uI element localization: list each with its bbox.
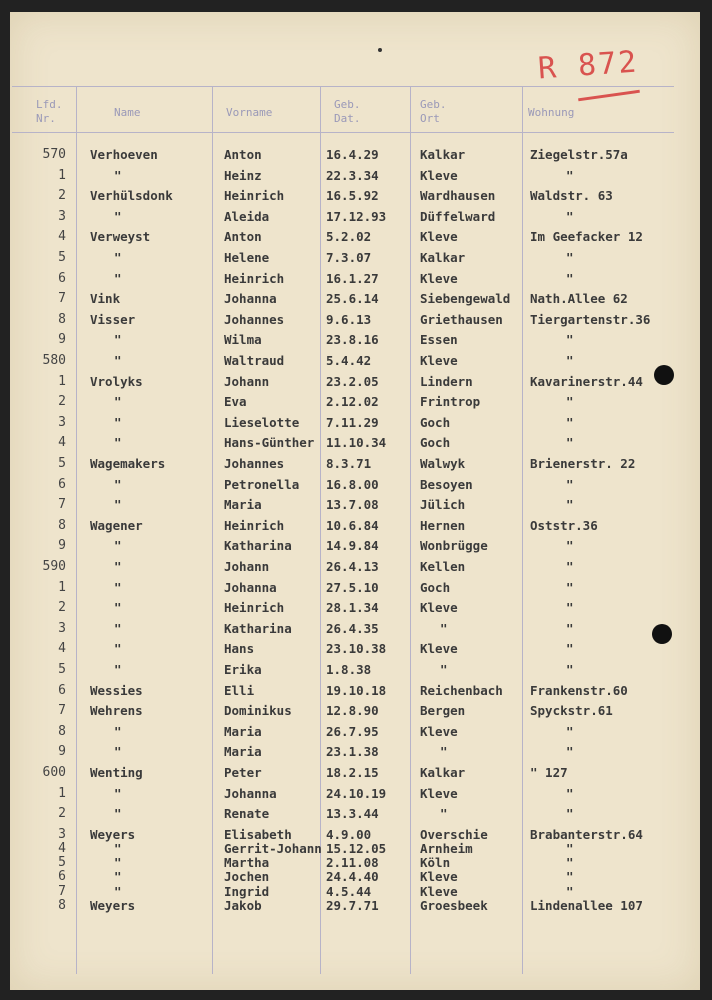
header-lfd-nr: Lfd. Nr. [36, 98, 63, 125]
surname-cell: " [114, 270, 122, 286]
birth-place-cell: Kalkar [420, 765, 466, 780]
surname-cell: Wagener [90, 517, 143, 533]
row-number: 7 [58, 883, 66, 899]
ink-dot [378, 48, 382, 52]
header-name: Name [114, 106, 141, 119]
row-number: 9 [58, 744, 66, 760]
document-number-underline [578, 90, 640, 102]
first-name-cell: Helene [224, 250, 270, 265]
surname-cell: " [114, 435, 122, 451]
surname-cell: " [114, 414, 122, 430]
birth-place-cell: Griethausen [420, 311, 503, 327]
birth-date-cell: 11.10.34 [326, 435, 387, 451]
birth-place-cell: Köln [420, 855, 451, 871]
first-name-cell: Erika [224, 662, 262, 677]
address-cell: Lindenallee 107 [530, 897, 643, 913]
birth-date-cell: 26.7.95 [326, 723, 379, 739]
address-cell: " [566, 855, 574, 871]
address-cell: Ziegelstr.57a [530, 147, 628, 162]
row-number: 4 [58, 841, 66, 856]
surname-cell: Vrolyks [90, 373, 143, 389]
first-name-cell: Peter [224, 765, 262, 780]
birth-date-cell: 10.6.84 [326, 517, 379, 533]
address-cell: Waldstr. 63 [530, 188, 613, 204]
birth-place-cell: Wonbrügge [420, 538, 488, 554]
birth-place-cell: Kalkar [420, 147, 466, 162]
first-name-cell: Aleida [224, 208, 270, 224]
surname-cell: " [114, 855, 122, 871]
surname-cell: " [114, 559, 122, 574]
address-cell: " [566, 723, 574, 739]
birth-date-cell: 16.1.27 [326, 270, 379, 286]
birth-date-cell: 17.12.93 [326, 208, 387, 224]
birth-date-cell: 13.7.08 [326, 497, 379, 513]
first-name-cell: Petronella [224, 476, 300, 492]
first-name-cell: Eva [224, 394, 247, 410]
row-number: 590 [42, 559, 66, 574]
first-name-cell: Hans-Günther [224, 435, 315, 451]
birth-date-cell: 16.8.00 [326, 476, 379, 492]
address-cell: " [566, 497, 574, 513]
first-name-cell: Anton [224, 229, 262, 245]
first-name-cell: Johann [224, 373, 270, 389]
row-number: 7 [58, 497, 66, 513]
birth-date-cell: 8.3.71 [326, 456, 372, 471]
address-cell: " [566, 579, 574, 595]
first-name-cell: Martha [224, 855, 270, 871]
address-cell: " [566, 270, 574, 286]
birth-date-cell: 1.8.38 [326, 662, 372, 677]
birth-place-cell: Goch [420, 579, 451, 595]
row-number: 4 [58, 435, 66, 451]
surname-cell: " [114, 869, 122, 885]
birth-date-cell: 19.10.18 [326, 682, 387, 698]
row-number: 5 [58, 456, 66, 471]
surname-cell: " [114, 476, 122, 492]
column-divider [410, 86, 411, 974]
surname-cell: " [114, 600, 122, 616]
birth-place-cell: " [440, 806, 448, 822]
surname-cell: " [114, 641, 122, 657]
address-cell: " [566, 883, 574, 899]
first-name-cell: Heinz [224, 167, 262, 183]
row-number: 3 [58, 826, 66, 842]
surname-cell: Wagemakers [90, 456, 166, 471]
first-name-cell: Katharina [224, 538, 292, 554]
first-name-cell: Maria [224, 744, 262, 760]
row-number: 2 [58, 188, 66, 204]
surname-cell: " [114, 723, 122, 739]
row-number: 6 [58, 270, 66, 286]
first-name-cell: Heinrich [224, 188, 285, 204]
first-name-cell: Heinrich [224, 517, 285, 533]
row-number: 2 [58, 806, 66, 822]
birth-place-cell: Essen [420, 332, 458, 348]
first-name-cell: Renate [224, 806, 270, 822]
header-bottom-rule [12, 132, 674, 133]
address-cell: " [566, 744, 574, 760]
row-number: 1 [58, 785, 66, 801]
birth-place-cell: Kleve [420, 785, 458, 801]
first-name-cell: Ingrid [224, 883, 270, 899]
row-number: 5 [58, 250, 66, 265]
row-number: 6 [58, 476, 66, 492]
birth-place-cell: Kleve [420, 167, 458, 183]
birth-place-cell: " [440, 744, 448, 760]
birth-date-cell: 16.5.92 [326, 188, 379, 204]
birth-place-cell: Goch [420, 414, 451, 430]
surname-cell: Wehrens [90, 703, 143, 719]
surname-cell: " [114, 167, 122, 183]
document-number: R 872 [536, 44, 640, 87]
birth-date-cell: 12.8.90 [326, 703, 379, 719]
address-cell: " [566, 620, 574, 636]
birth-place-cell: " [440, 620, 448, 636]
first-name-cell: Johanna [224, 291, 277, 307]
row-number: 6 [58, 869, 66, 885]
birth-place-cell: Bergen [420, 703, 466, 719]
document-page [10, 12, 700, 990]
first-name-cell: Hans [224, 641, 255, 657]
surname-cell: Verweyst [90, 229, 151, 245]
address-cell: " [566, 600, 574, 616]
first-name-cell: Johannes [224, 456, 285, 471]
first-name-cell: Johanna [224, 785, 277, 801]
birth-date-cell: 16.4.29 [326, 147, 379, 162]
row-number: 4 [58, 641, 66, 657]
row-number: 3 [58, 620, 66, 636]
address-cell: " [566, 394, 574, 410]
birth-date-cell: 23.8.16 [326, 332, 379, 348]
surname-cell: Weyers [90, 826, 136, 842]
surname-cell: Verhülsdonk [90, 188, 173, 204]
address-cell: " [566, 332, 574, 348]
row-number: 9 [58, 332, 66, 348]
surname-cell: " [114, 250, 122, 265]
birth-date-cell: 4.5.44 [326, 883, 372, 899]
row-number: 3 [58, 414, 66, 430]
birth-date-cell: 4.9.00 [326, 826, 372, 842]
first-name-cell: Maria [224, 497, 262, 513]
header-top-rule [12, 86, 674, 87]
address-cell: Oststr.36 [530, 517, 598, 533]
birth-date-cell: 22.3.34 [326, 167, 379, 183]
first-name-cell: Katharina [224, 620, 292, 636]
birth-place-cell: Lindern [420, 373, 473, 389]
first-name-cell: Jochen [224, 869, 270, 885]
row-number: 1 [58, 373, 66, 389]
punch-hole [652, 624, 672, 644]
address-cell: Kavarinerstr.44 [530, 373, 643, 389]
birth-place-cell: Kalkar [420, 250, 466, 265]
birth-place-cell: Kleve [420, 723, 458, 739]
birth-place-cell: Siebengewald [420, 291, 511, 307]
surname-cell: " [114, 332, 122, 348]
birth-date-cell: 24.10.19 [326, 785, 387, 801]
surname-cell: " [114, 841, 122, 856]
birth-place-cell: " [440, 662, 448, 677]
first-name-cell: Johann [224, 559, 270, 574]
address-cell: " [566, 250, 574, 265]
surname-cell: " [114, 394, 122, 410]
row-number: 580 [42, 353, 66, 368]
address-cell: Brienerstr. 22 [530, 456, 636, 471]
address-cell: Brabanterstr.64 [530, 826, 643, 842]
surname-cell: Wenting [90, 765, 143, 780]
birth-date-cell: 13.3.44 [326, 806, 379, 822]
first-name-cell: Elli [224, 682, 255, 698]
column-divider [212, 86, 213, 974]
row-number: 7 [58, 291, 66, 307]
surname-cell: " [114, 208, 122, 224]
punch-hole [654, 365, 674, 385]
address-cell: " [566, 662, 574, 677]
birth-place-cell: Kleve [420, 229, 458, 245]
birth-place-cell: Kleve [420, 869, 458, 885]
first-name-cell: Jakob [224, 897, 262, 913]
row-number: 3 [58, 208, 66, 224]
address-cell: " [566, 538, 574, 554]
header-wohnung: Wohnung [528, 106, 575, 119]
surname-cell: " [114, 620, 122, 636]
address-cell: " [566, 435, 574, 451]
birth-date-cell: 24.4.40 [326, 869, 379, 885]
birth-place-cell: Groesbeek [420, 897, 488, 913]
header-geb-ort: Geb. Ort [420, 98, 447, 125]
birth-place-cell: Reichenbach [420, 682, 503, 698]
row-number: 5 [58, 855, 66, 871]
birth-place-cell: Jülich [420, 497, 466, 513]
birth-date-cell: 7.3.07 [326, 250, 372, 265]
birth-place-cell: Arnheim [420, 841, 473, 856]
address-cell: " [566, 869, 574, 885]
address-cell: " [566, 806, 574, 822]
first-name-cell: Dominikus [224, 703, 292, 719]
surname-cell: " [114, 883, 122, 899]
first-name-cell: Maria [224, 723, 262, 739]
birth-date-cell: 27.5.10 [326, 579, 379, 595]
address-cell: " [566, 785, 574, 801]
surname-cell: Weyers [90, 897, 136, 913]
first-name-cell: Waltraud [224, 353, 285, 368]
birth-place-cell: Kellen [420, 559, 466, 574]
row-number: 8 [58, 311, 66, 327]
first-name-cell: Anton [224, 147, 262, 162]
surname-cell: Verhoeven [90, 147, 158, 162]
birth-place-cell: Kleve [420, 641, 458, 657]
column-divider [522, 86, 523, 974]
birth-place-cell: Goch [420, 435, 451, 451]
birth-place-cell: Walwyk [420, 456, 466, 471]
birth-date-cell: 9.6.13 [326, 311, 372, 327]
row-number: 6 [58, 682, 66, 698]
first-name-cell: Heinrich [224, 600, 285, 616]
birth-date-cell: 15.12.05 [326, 841, 387, 856]
address-cell: " [566, 414, 574, 430]
address-cell: " [566, 167, 574, 183]
surname-cell: " [114, 806, 122, 822]
birth-date-cell: 29.7.71 [326, 897, 379, 913]
surname-cell: Visser [90, 311, 136, 327]
first-name-cell: Lieselotte [224, 414, 300, 430]
birth-place-cell: Besoyen [420, 476, 473, 492]
birth-place-cell: Kleve [420, 883, 458, 899]
address-cell: " [566, 476, 574, 492]
first-name-cell: Gerrit-Johann [224, 841, 322, 856]
row-number: 8 [58, 897, 66, 913]
surname-cell: " [114, 744, 122, 760]
column-divider [76, 86, 77, 974]
address-cell: Spyckstr.61 [530, 703, 613, 719]
row-number: 5 [58, 662, 66, 677]
birth-date-cell: 7.11.29 [326, 414, 379, 430]
row-number: 8 [58, 723, 66, 739]
birth-date-cell: 23.10.38 [326, 641, 387, 657]
birth-date-cell: 23.2.05 [326, 373, 379, 389]
first-name-cell: Elisabeth [224, 826, 292, 842]
surname-cell: " [114, 353, 122, 368]
birth-place-cell: Kleve [420, 270, 458, 286]
birth-place-cell: Overschie [420, 826, 488, 842]
row-number: 570 [42, 147, 66, 162]
birth-date-cell: 5.4.42 [326, 353, 372, 368]
birth-date-cell: 26.4.35 [326, 620, 379, 636]
surname-cell: " [114, 579, 122, 595]
header-vorname: Vorname [226, 106, 273, 119]
row-number: 1 [58, 167, 66, 183]
birth-place-cell: Hernen [420, 517, 466, 533]
birth-date-cell: 26.4.13 [326, 559, 379, 574]
surname-cell: Wessies [90, 682, 143, 698]
address-cell: " [566, 559, 574, 574]
row-number: 8 [58, 517, 66, 533]
address-cell: " [566, 353, 574, 368]
row-number: 7 [58, 703, 66, 719]
address-cell: Tiergartenstr.36 [530, 311, 651, 327]
surname-cell: " [114, 785, 122, 801]
address-cell: Nath.Allee 62 [530, 291, 628, 307]
surname-cell: " [114, 497, 122, 513]
first-name-cell: Wilma [224, 332, 262, 348]
birth-place-cell: Wardhausen [420, 188, 496, 204]
row-number: 2 [58, 394, 66, 410]
birth-place-cell: Düffelward [420, 208, 496, 224]
birth-date-cell: 2.11.08 [326, 855, 379, 871]
first-name-cell: Heinrich [224, 270, 285, 286]
surname-cell: " [114, 538, 122, 554]
birth-date-cell: 5.2.02 [326, 229, 372, 245]
address-cell: " [566, 641, 574, 657]
birth-place-cell: Kleve [420, 600, 458, 616]
address-cell: " [566, 208, 574, 224]
birth-place-cell: Kleve [420, 353, 458, 368]
surname-cell: " [114, 662, 122, 677]
address-cell: " [566, 841, 574, 856]
row-number: 2 [58, 600, 66, 616]
header-geb-dat: Geb. Dat. [334, 98, 361, 125]
address-cell: " 127 [530, 765, 568, 780]
surname-cell: Vink [90, 291, 121, 307]
first-name-cell: Johanna [224, 579, 277, 595]
birth-date-cell: 2.12.02 [326, 394, 379, 410]
birth-date-cell: 18.2.15 [326, 765, 379, 780]
row-number: 4 [58, 229, 66, 245]
address-cell: Frankenstr.60 [530, 682, 628, 698]
row-number: 9 [58, 538, 66, 554]
birth-date-cell: 28.1.34 [326, 600, 379, 616]
first-name-cell: Johannes [224, 311, 285, 327]
address-cell: Im Geefacker 12 [530, 229, 643, 245]
birth-place-cell: Frintrop [420, 394, 481, 410]
row-number: 1 [58, 579, 66, 595]
birth-date-cell: 25.6.14 [326, 291, 379, 307]
birth-date-cell: 14.9.84 [326, 538, 379, 554]
birth-date-cell: 23.1.38 [326, 744, 379, 760]
row-number: 600 [42, 765, 66, 780]
